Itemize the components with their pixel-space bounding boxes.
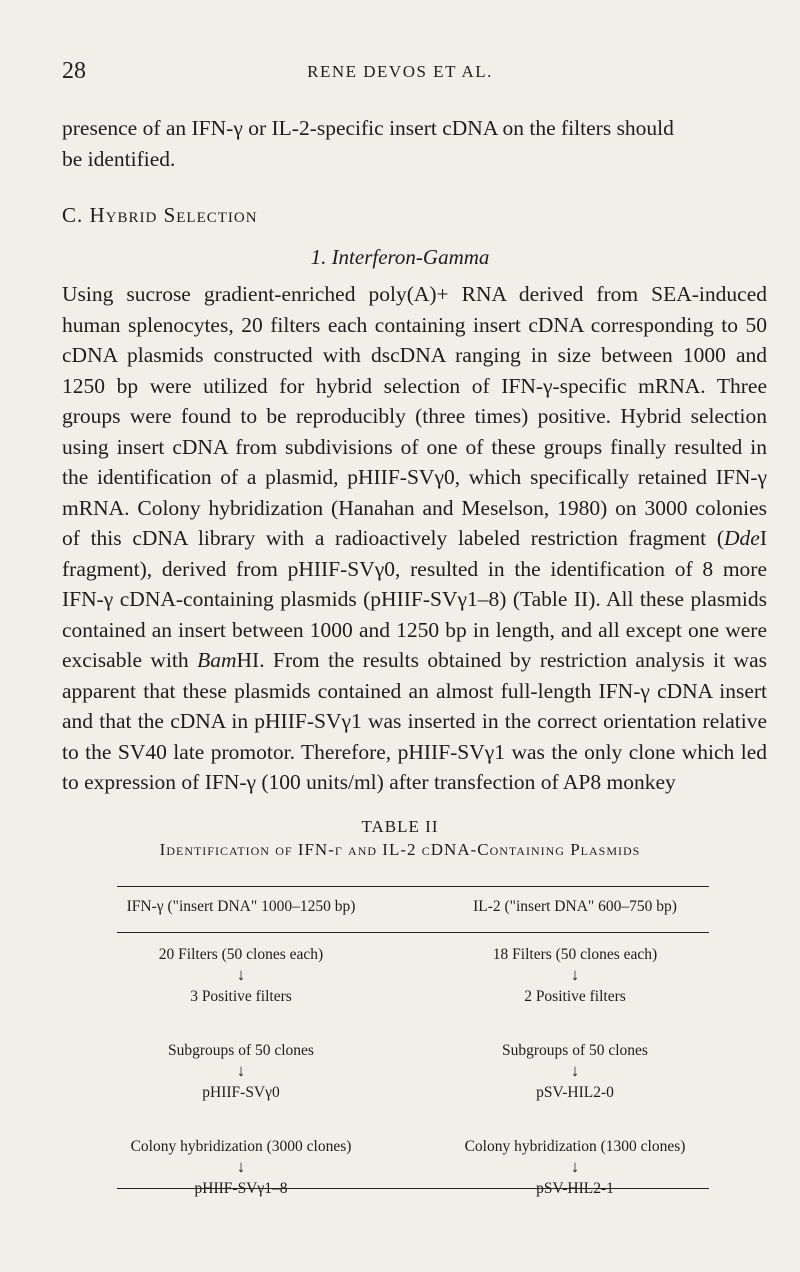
table-group-gap	[430, 1104, 720, 1136]
down-arrow-icon: ↓	[570, 965, 580, 984]
table-cell: 20 Filters (50 clones each)	[158, 946, 324, 963]
running-head: RENE DEVOS ET AL.	[307, 62, 493, 81]
table-cell: pHIIF-SVγ1–8	[194, 1180, 288, 1197]
paragraph-1-line-1: presence of an IFN-γ or IL-2-specific insert cDNA on the filters should	[62, 116, 674, 140]
paragraph-2-part-2: I fragment), derived from pHIIF-SVγ0, resulted in the identification of 8 more IFN-γ cDNA-containing plasmids (pHIIF-SVγ1–8) (Table II). All these plasmids contained an insert between 1000 and 1250 bp in length, and all except one were excisable with	[62, 526, 767, 672]
table-cell: pSV-HIL2-0	[536, 1084, 614, 1101]
table-cell: Colony hybridization (1300 clones)	[464, 1138, 686, 1155]
table-group-gap	[96, 1104, 386, 1136]
down-arrow-icon: ↓	[236, 1061, 246, 1080]
table-cell: Subgroups of 50 clones	[168, 1042, 314, 1059]
paragraph-2-bam: Bam	[197, 648, 237, 672]
section-heading: C. Hybrid Selection	[62, 203, 258, 227]
paragraph-2	[62, 279, 767, 798]
table-cell: Subgroups of 50 clones	[502, 1042, 648, 1059]
table-label: TABLE II	[361, 817, 439, 836]
table-column-ifn	[96, 898, 386, 1200]
table-cell: Colony hybridization (3000 clones)	[130, 1138, 352, 1155]
table-cell: 18 Filters (50 clones each)	[492, 946, 658, 963]
paragraph-2-part-3: HI. From the results obtained by restriction analysis it was apparent that these plasmids contained an almost full-length IFN-γ cDNA insert and that the cDNA in pHIIF-SVγ1 was inserted in the correct orientation relative to the SV40 late promotor. Therefore, pHIIF-SVγ1 was the only clone which led to expression of IFN-γ (100 units/ml) after transfection of AP8 monkey	[62, 648, 767, 794]
table-cell: pHIIF-SVγ0	[202, 1084, 280, 1101]
paragraph-2-dde: Dde	[724, 526, 760, 550]
subsection-heading: 1. Interferon-Gamma	[310, 245, 490, 269]
table-group-gap	[96, 1008, 386, 1040]
table-cell: pSV-HIL2-1	[536, 1180, 614, 1197]
table-group-gap	[430, 1008, 720, 1040]
table-column-header: IFN-γ ("insert DNA" 1000–1250 bp)	[126, 898, 356, 915]
table-column-header: IL-2 ("insert DNA" 600–750 bp)	[473, 898, 677, 915]
table-caption: Identification of IFN-γ and IL-2 cDNA-Containing Plasmids	[159, 840, 641, 859]
down-arrow-icon: ↓	[236, 965, 246, 984]
paragraph-1-line-2: be identified.	[62, 146, 176, 171]
page-number: 28	[62, 58, 86, 84]
paragraph-1	[62, 113, 767, 174]
down-arrow-icon: ↓	[236, 1157, 246, 1176]
table-column-il2	[430, 898, 720, 1200]
table-cell: 3 Positive filters	[190, 988, 292, 1005]
table-top-rule	[117, 886, 709, 887]
table-cell: 2 Positive filters	[524, 988, 626, 1005]
down-arrow-icon: ↓	[570, 1157, 580, 1176]
down-arrow-icon: ↓	[570, 1061, 580, 1080]
paragraph-2-part-1: Using sucrose gradient-enriched poly(A)+ RNA derived from SEA-induced human splenocytes, 20 filters each containing insert cDNA corresponding to 50 cDNA plasmids constructed with dscDNA ranging in size between 1000 and 1250 bp were utilized for hybrid selection of IFN-γ-specific mRNA. Three groups were found to be reproducibly (three times) positive. Hybrid selection using insert cDNA from subdivisions of one of these groups finally resulted in the identification of a plasmid, pHIIF-SVγ0, which specifically retained IFN-γ mRNA. Colony hybridization (Hanahan and Meselson, 1980) on 3000 colonies of this cDNA library with a radioactively labeled restriction fragment (	[62, 282, 767, 550]
